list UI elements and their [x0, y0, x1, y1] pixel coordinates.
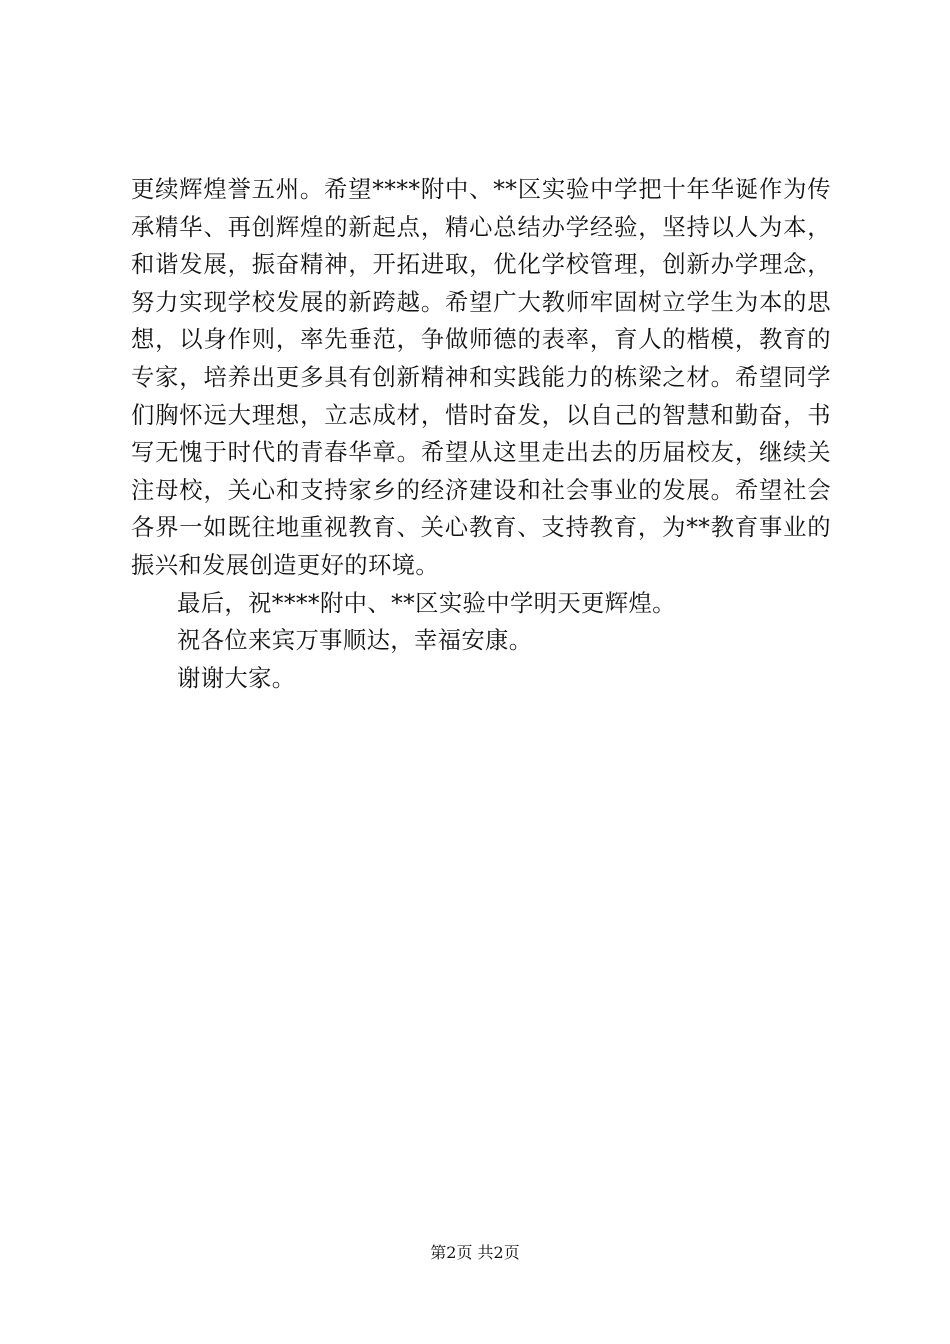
thanks-paragraph: 谢谢大家。 [177, 664, 296, 692]
closing-wish-paragraph: 最后，祝****附中、**区实验中学明天更辉煌。 [177, 589, 676, 617]
page-number-footer: 第2页 共2页 [430, 1243, 520, 1262]
guest-wish-paragraph: 祝各位来宾万事顺达，幸福安康。 [177, 627, 533, 655]
document-body [131, 171, 831, 697]
body-paragraph-continuation: 更续辉煌誉五州。希望****附中、**区实验中学把十年华诞作为传承精华、再创辉煌的新起点，精心总结办学经验，坚持以人为本，和谐发展，振奋精神，开拓进取，优化学校管理，创新办学理念，努力实现学校发展的新跨越。希望广大教师牢固树立学生为本的思想，以身作则，率先垂范，争做师德的表率，育人的楷模，教育的专家，培养出更多具有创新精神和实践能力的栋梁之材。希望同学们胸怀远大理想，立志成材，惜时奋发，以自己的智慧和勤奋，书写无愧于时代的青春华章。希望从这里走出去的历届校友，继续关注母校，关心和支持家乡的经济建设和社会事业的发展。希望社会各界一如既往地重视教育、关心教育、支持教育，为**教育事业的振兴和发展创造更好的环境。 [131, 176, 831, 579]
